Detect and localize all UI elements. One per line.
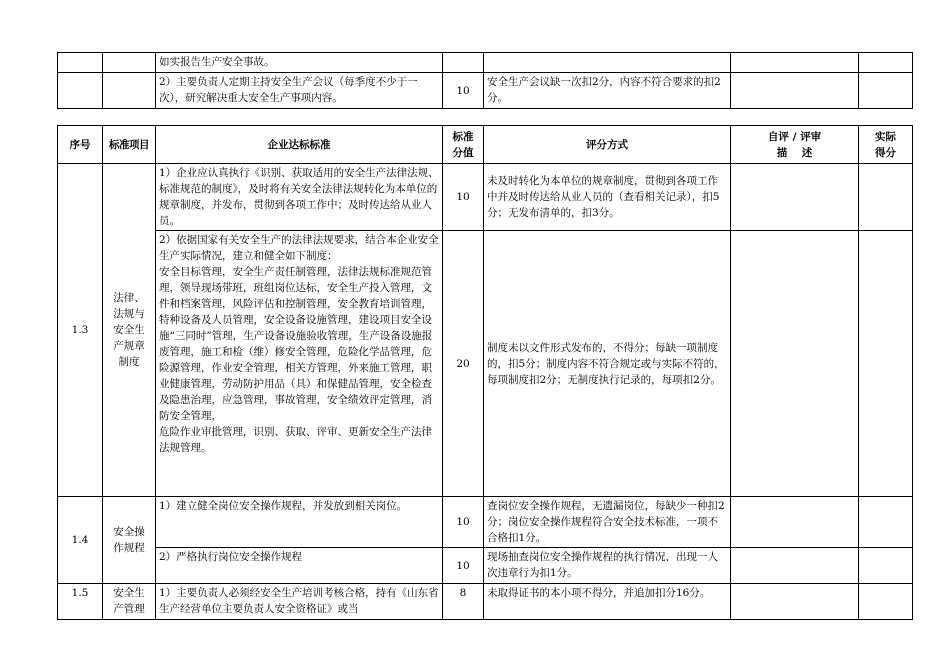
- table-row: [58, 73, 913, 109]
- seq-cell: 1.3: [58, 164, 103, 497]
- self-review-cell: [731, 548, 859, 584]
- score-cell: [443, 53, 484, 73]
- method-cell: 制度未以文件形式发布的，不得分；每缺一项制度的，扣5分；制度内容不符合规定或与实际不符的，每项制度扣2分；无制度执行记录的，每项扣2分。: [484, 231, 731, 497]
- header-method: 评分方式: [484, 126, 731, 164]
- self-review-cell: [731, 584, 859, 620]
- table-row: [58, 164, 913, 231]
- standard-cell: 如实报告生产安全事故。: [156, 53, 443, 73]
- item-cell: 法律、 法规与 安全生 产规章 制度: [103, 164, 156, 497]
- header-self-review: 自评 / 评审 描 述: [731, 126, 859, 164]
- standard-cell: 1）主要负责人必须经安全生产培训考核合格，持有《山东省生产经营单位主要负责人安全资格证》或当: [156, 584, 443, 620]
- self-review-cell: [731, 497, 859, 548]
- method-cell: 安全生产会议缺一次扣2分，内容不符合要求的扣2分。: [484, 73, 731, 109]
- continuation-table: [57, 52, 913, 109]
- actual-score-cell: [859, 497, 913, 548]
- actual-score-cell: [859, 231, 913, 497]
- self-review-cell: [731, 164, 859, 231]
- seq-cell: 1.5: [58, 584, 103, 620]
- standard-cell: 2）主要负责人定期主持安全生产会议（每季度不少于一次），研究解决重大安全生产事项内容。: [156, 73, 443, 109]
- seq-cell: 1.4: [58, 497, 103, 584]
- score-cell: 20: [443, 231, 484, 497]
- item-cell: 安全生 产管理: [103, 584, 156, 620]
- header-item: 标准项目: [103, 126, 156, 164]
- method-cell: [484, 53, 731, 73]
- item-cell: 安全操 作规程: [103, 497, 156, 584]
- actual-score-cell: [859, 73, 913, 109]
- table-row: [58, 231, 913, 497]
- standard-cell: 1）建立健全岗位安全操作规程，并发放到相关岗位。: [156, 497, 443, 548]
- standard-cell: 1）企业应认真执行《识别、获取适用的安全生产法律法规、标准规范的制度》，及时将有关安全法律法规转化为本单位的规章制度，并发布，贯彻到各项工作中；及时传达给从业人员。: [156, 164, 443, 231]
- standard-cell: 2）严格执行岗位安全操作规程: [156, 548, 443, 584]
- header-score: 标准 分值: [443, 126, 484, 164]
- item-cell: [103, 53, 156, 73]
- actual-score-cell: [859, 548, 913, 584]
- seq-cell: [58, 53, 103, 73]
- self-review-cell: [731, 53, 859, 73]
- score-cell: 10: [443, 497, 484, 548]
- score-cell: 10: [443, 548, 484, 584]
- score-cell: 10: [443, 164, 484, 231]
- score-cell: 10: [443, 73, 484, 109]
- item-cell: [103, 73, 156, 109]
- actual-score-cell: [859, 164, 913, 231]
- actual-score-cell: [859, 584, 913, 620]
- header-standard: 企业达标标准: [156, 126, 443, 164]
- actual-score-cell: [859, 53, 913, 73]
- table-row: [58, 548, 913, 584]
- method-cell: 查岗位安全操作规程，无遗漏岗位，每缺少一种扣2分；岗位安全操作规程符合安全技术标准，一项不合格扣1分。: [484, 497, 731, 548]
- method-cell: 未取得证书的本小项不得分，并追加扣分16分。: [484, 584, 731, 620]
- standards-table: [57, 125, 913, 620]
- self-review-cell: [731, 73, 859, 109]
- header-row: [58, 126, 913, 164]
- header-seq: 序号: [58, 126, 103, 164]
- header-actual-score: 实际 得分: [859, 126, 913, 164]
- standard-cell: 2）依据国家有关安全生产的法律法规要求，结合本企业安全生产实际情况，建立和健全如下制度： 安全目标管理，安全生产责任制管理，法律法规标准规范管理，领导现场带班，班组岗位达标，安全生产投入管理，文件和档案管理，风险评估和控制管理，安全教育培训管理，特种设备及人员管理，安全设备设施管理，建设项目安全设施“三同时”管理，生产设备设施验收管理，生产设备设施报废管理，施工和检（维）修安全管理，危险化学品管理，危险源管理，作业安全管理，相关方管理，外来施工管理，职业健康管理，劳动防护用品（具）和保健品管理，安全检查及隐患治理，应急管理，事故管理，安全绩效评定管理，消防安全管理， 危险作业审批管理，识别、获取、评审、更新安全生产法律法规管理。: [156, 231, 443, 497]
- self-review-cell: [731, 231, 859, 497]
- method-cell: 现场抽查岗位安全操作规程的执行情况，出现一人次违章行为扣1分。: [484, 548, 731, 584]
- table-row: [58, 497, 913, 548]
- seq-cell: [58, 73, 103, 109]
- method-cell: 未及时转化为本单位的规章制度，贯彻到各项工作中并及时传达给从业人员的（查看相关记录），扣5分；无发布清单的，扣3分。: [484, 164, 731, 231]
- table-row: [58, 584, 913, 620]
- score-cell: 8: [443, 584, 484, 620]
- table-row: [58, 53, 913, 73]
